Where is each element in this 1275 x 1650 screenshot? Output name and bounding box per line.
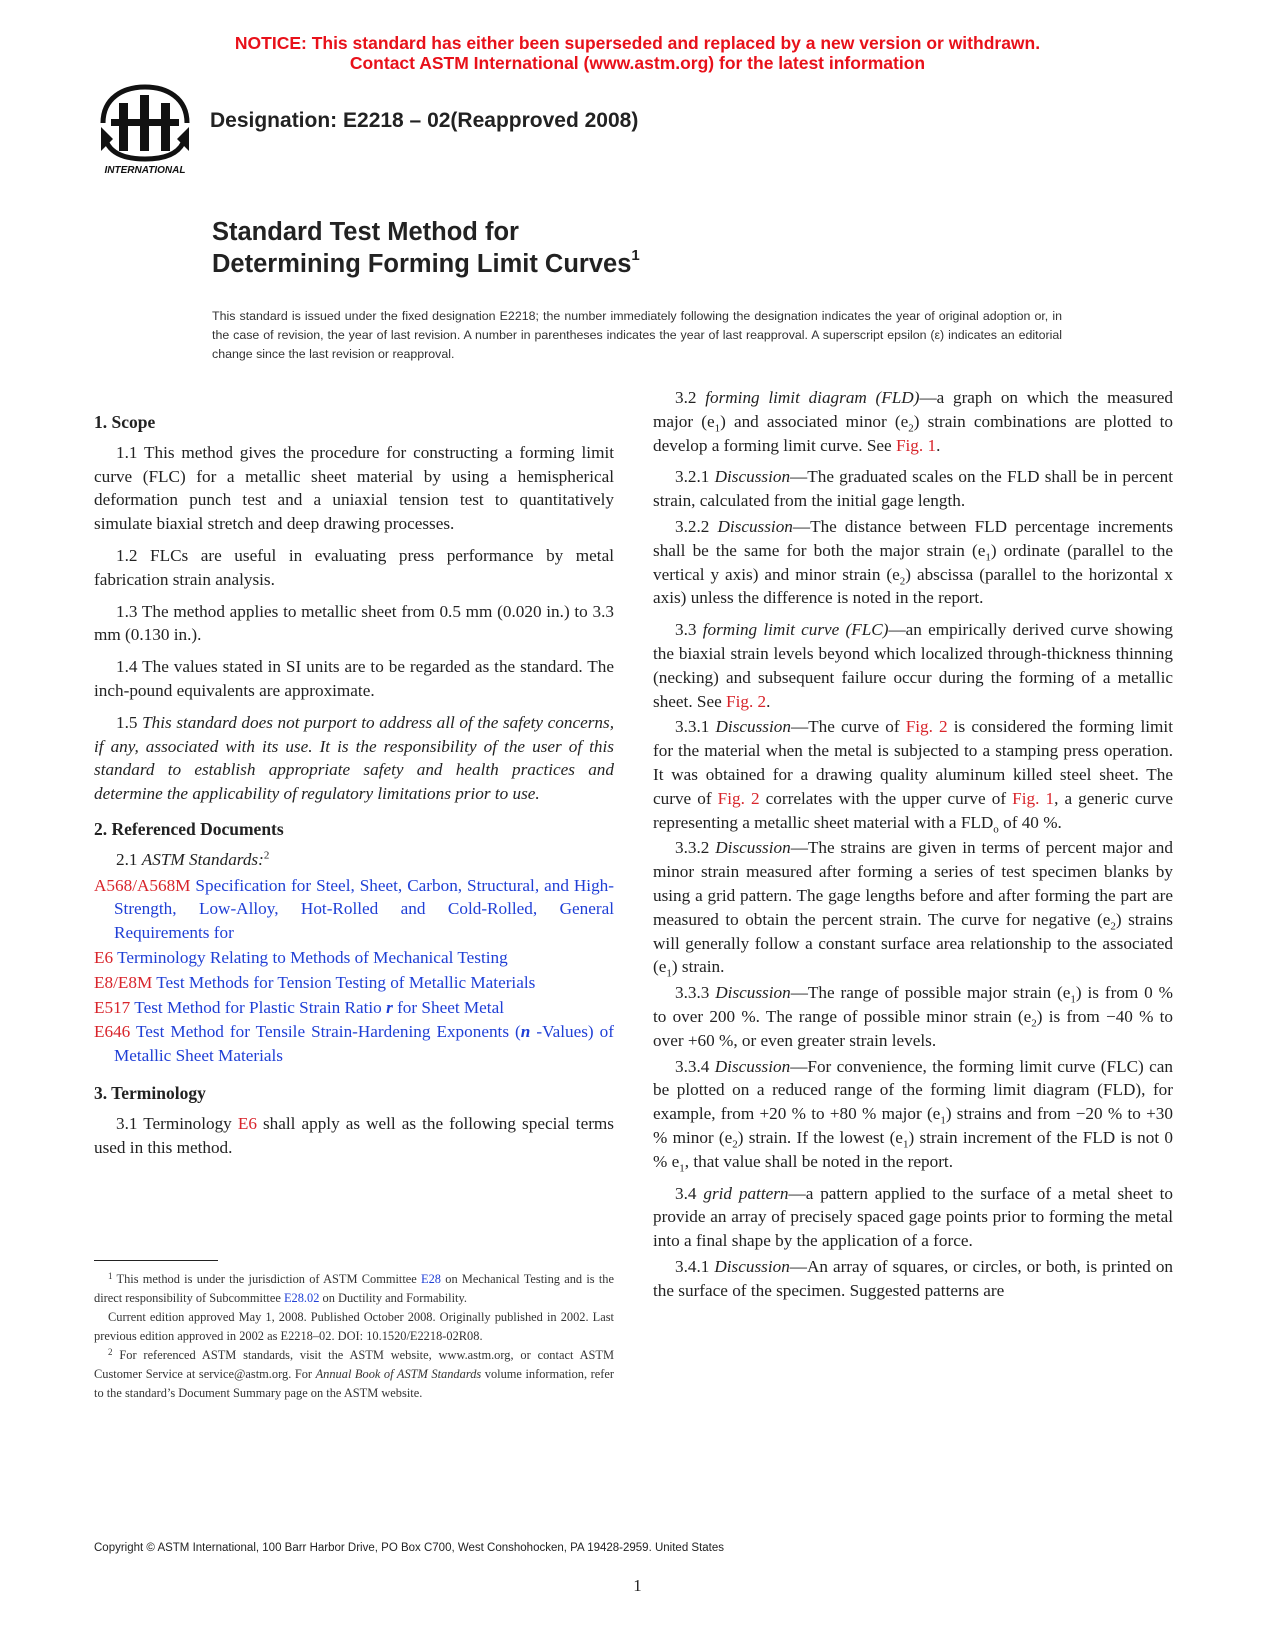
title-line-2: Determining Forming Limit Curves$^1$ xyxy=(212,247,640,278)
para-1-5: 1.5 This standard does not purport to address all of the safety concerns, if any, associated with its use. It is the responsibility of the user of this standard to establish appropriate safety and health practices and determine the applicability of regulatory limitations prior to use. xyxy=(94,712,614,804)
ref-a568[interactable]: A568/A568M Specification for Steel, Sheet, Carbon, Structural, and High-Strength, Low-Alloy, Hot-Rolled and Cold-Rolled, General Requirements for xyxy=(94,875,614,943)
para-3-2-1: 3.2.1 Discussion—The graduated scales on the FLD shall be in percent strain, calculated from the initial gage length. xyxy=(653,467,1173,511)
link-fig-1[interactable]: Fig. 1 xyxy=(1012,788,1055,808)
astm-logo xyxy=(93,83,198,175)
link-e28[interactable]: E28 xyxy=(421,1272,442,1286)
para-3-3-3: 3.3.3 Discussion—The range of possible major strain $(e_1)$ is from 0 % to over 200 %. The range of possible minor strain $(e_2)$ is from −40 % to over +60 %, or even greater strain levels. xyxy=(653,983,1173,1050)
left-column xyxy=(94,405,614,1167)
withdrawal-notice xyxy=(0,33,1275,73)
footnotes xyxy=(94,1270,614,1403)
page-number: 1 xyxy=(633,1576,642,1595)
para-2-1: 2.1 ASTM Standards:$^2$ xyxy=(116,849,270,869)
notice-line-2: Contact ASTM International (www.astm.org) for the latest information xyxy=(349,53,926,73)
issuance-statement: This standard is issued under the fixed designation E2218; the number immediately following the designation indicates the year of original adoption or, in the case of revision, the year of last revision. A number in parentheses indicates the year of last reapproval. A superscript epsilon (ε) indicates an editorial change since the last revision or reapproval. xyxy=(212,309,1062,361)
para-1-1: 1.1 This method gives the procedure for constructing a forming limit curve (FLC) for a metallic sheet material by using a hemispherical deformation punch test and a uniaxial tension test to quantitatively simulate biaxial stretch and deep drawing processes. xyxy=(94,442,614,534)
para-3-3-1: 3.3.1 Discussion—The curve of Fig. 2 is considered the forming limit for the material when the metal is subjected to a stamping press operation. It was obtained for a drawing quality aluminum killed steel sheet. The curve of Fig. 2 correlates with the upper curve of Fig. 1, a generic curve representing a metallic sheet material with a $FLD_o$ of 40 %. xyxy=(653,717,1173,835)
para-3-1: 3.1 Terminology E6 shall apply as well as the following special terms used in this method. xyxy=(94,1113,614,1157)
link-fig-1[interactable]: Fig. 1 xyxy=(895,435,937,455)
para-1-3: 1.3 The method applies to metallic sheet from 0.5 mm (0.020 in.) to 3.3 mm (0.130 in.). xyxy=(94,601,614,645)
link-e28-02[interactable]: E28.02 xyxy=(283,1291,320,1305)
link-e6[interactable]: E6 xyxy=(237,1113,257,1133)
title-footnote-mark: 1 xyxy=(631,247,640,264)
footnote-1: $^1$ This method is under the jurisdiction of ASTM Committee E28 on Mechanical Testing and is the direct responsibility of Subcommittee E28.02 on Ductility and Formability. xyxy=(94,1271,614,1305)
para-3-4: 3.4 grid pattern—a pattern applied to the surface of a metal sheet to provide an array of precisely spaced gage points prior to forming the metal into a final shape by the application of a force. xyxy=(653,1183,1173,1251)
para-3-3: 3.3 forming limit curve (FLC)—an empirically derived curve showing the biaxial strain levels beyond which localized through-thickness thinning (necking) and subsequent failure occur during the forming of a metallic sheet. See Fig. 2. xyxy=(653,620,1174,711)
copyright: Copyright © ASTM International, 100 Barr Harbor Drive, PO Box C700, West Conshohocken, PA 19428-2959. United States xyxy=(94,1542,725,1554)
referenced-documents-heading: 2. Referenced Documents xyxy=(94,818,284,839)
document-title xyxy=(212,216,640,280)
para-3-2-2: 3.2.2 Discussion—The distance between FLD percentage increments shall be the same for both the major strain $(e_1)$ ordinate (parallel to the vertical y axis) and minor strain $(e_2)$ abscissa (parallel to the horizontal x axis) unless the difference is noted in the report. xyxy=(653,516,1174,608)
link-fig-2[interactable]: Fig. 2 xyxy=(905,717,948,737)
footnote-divider xyxy=(94,1260,218,1261)
ref-e646[interactable]: E646 Test Method for Tensile Strain-Hardening Exponents (n -Values) of Metallic Sheet Materials xyxy=(94,1022,614,1066)
right-column xyxy=(653,386,1173,1310)
ref-e8[interactable]: E8/E8M Test Methods for Tension Testing of Metallic Materials xyxy=(94,972,536,992)
designation: Designation: E2218 – 02(Reapproved 2008) xyxy=(210,109,639,132)
para-3-3-2: 3.3.2 Discussion—The strains are given in terms of percent major and minor strain measured after forming a series of test specimen blanks by using a grid pattern. The gage lengths before and after forming the part are measured to obtain the percent strain. The curve for negative $(e_2)$ strains will generally follow a constant surface area relationship to the associated $(e_1)$ strain. xyxy=(653,838,1173,980)
para-3-3-4: 3.3.4 Discussion—For convenience, the forming limit curve (FLC) can be plotted on a reduced range of the forming limit diagram (FLD), for example, from +20 % to +80 % major $(e_1)$ strains and from −20 % to +30 % minor $(e_2)$ strain. If the lowest $(e_1)$ strain increment of the FLD is not 0 % $e_1$, that value shall be noted in the report. xyxy=(653,1056,1174,1175)
para-1-2: 1.2 FLCs are useful in evaluating press performance by metal fabrication strain analysis. xyxy=(94,545,614,589)
ref-e6[interactable]: E6 Terminology Relating to Methods of Mechanical Testing xyxy=(94,947,508,967)
footnote-1-edition: Current edition approved May 1, 2008. Published October 2008. Originally published in 2002. Last previous edition approved in 2002 as E2218–02. DOI: 10.1520/E2218-02R08. xyxy=(94,1310,614,1343)
footnote-2: $^2$ For referenced ASTM standards, visit the ASTM website, www.astm.org, or contact ASTM Customer Service at service@astm.org. For Annual Book of ASTM Standards volume information, refer to the standard’s Document Summary page on the ASTM website. xyxy=(94,1347,614,1400)
notice-line-1: NOTICE: This standard has either been superseded and replaced by a new version or withdrawn. xyxy=(234,33,1041,53)
para-3-2: 3.2 forming limit diagram (FLD)—a graph on which the measured major $(e_1)$ and associated minor $(e_2)$ strain combinations are plotted to develop a forming limit curve. See Fig. 1. xyxy=(653,388,1174,455)
title-line-1: Standard Test Method for xyxy=(212,218,519,246)
para-1-4: 1.4 The values stated in SI units are to be regarded as the standard. The inch-pound equivalents are approximate. xyxy=(94,657,614,700)
logo-text: INTERNATIONAL xyxy=(104,165,186,175)
link-fig-2[interactable]: Fig. 2 xyxy=(717,788,760,808)
ref-e517[interactable]: E517 Test Method for Plastic Strain Ratio r for Sheet Metal xyxy=(94,997,504,1017)
terminology-heading: 3. Terminology xyxy=(94,1082,206,1103)
link-fig-2[interactable]: Fig. 2 xyxy=(726,691,767,711)
para-3-4-1: 3.4.1 Discussion—An array of squares, or circles, or both, is printed on the surface of the specimen. Suggested patterns are xyxy=(653,1256,1174,1300)
scope-heading: 1. Scope xyxy=(94,412,156,432)
